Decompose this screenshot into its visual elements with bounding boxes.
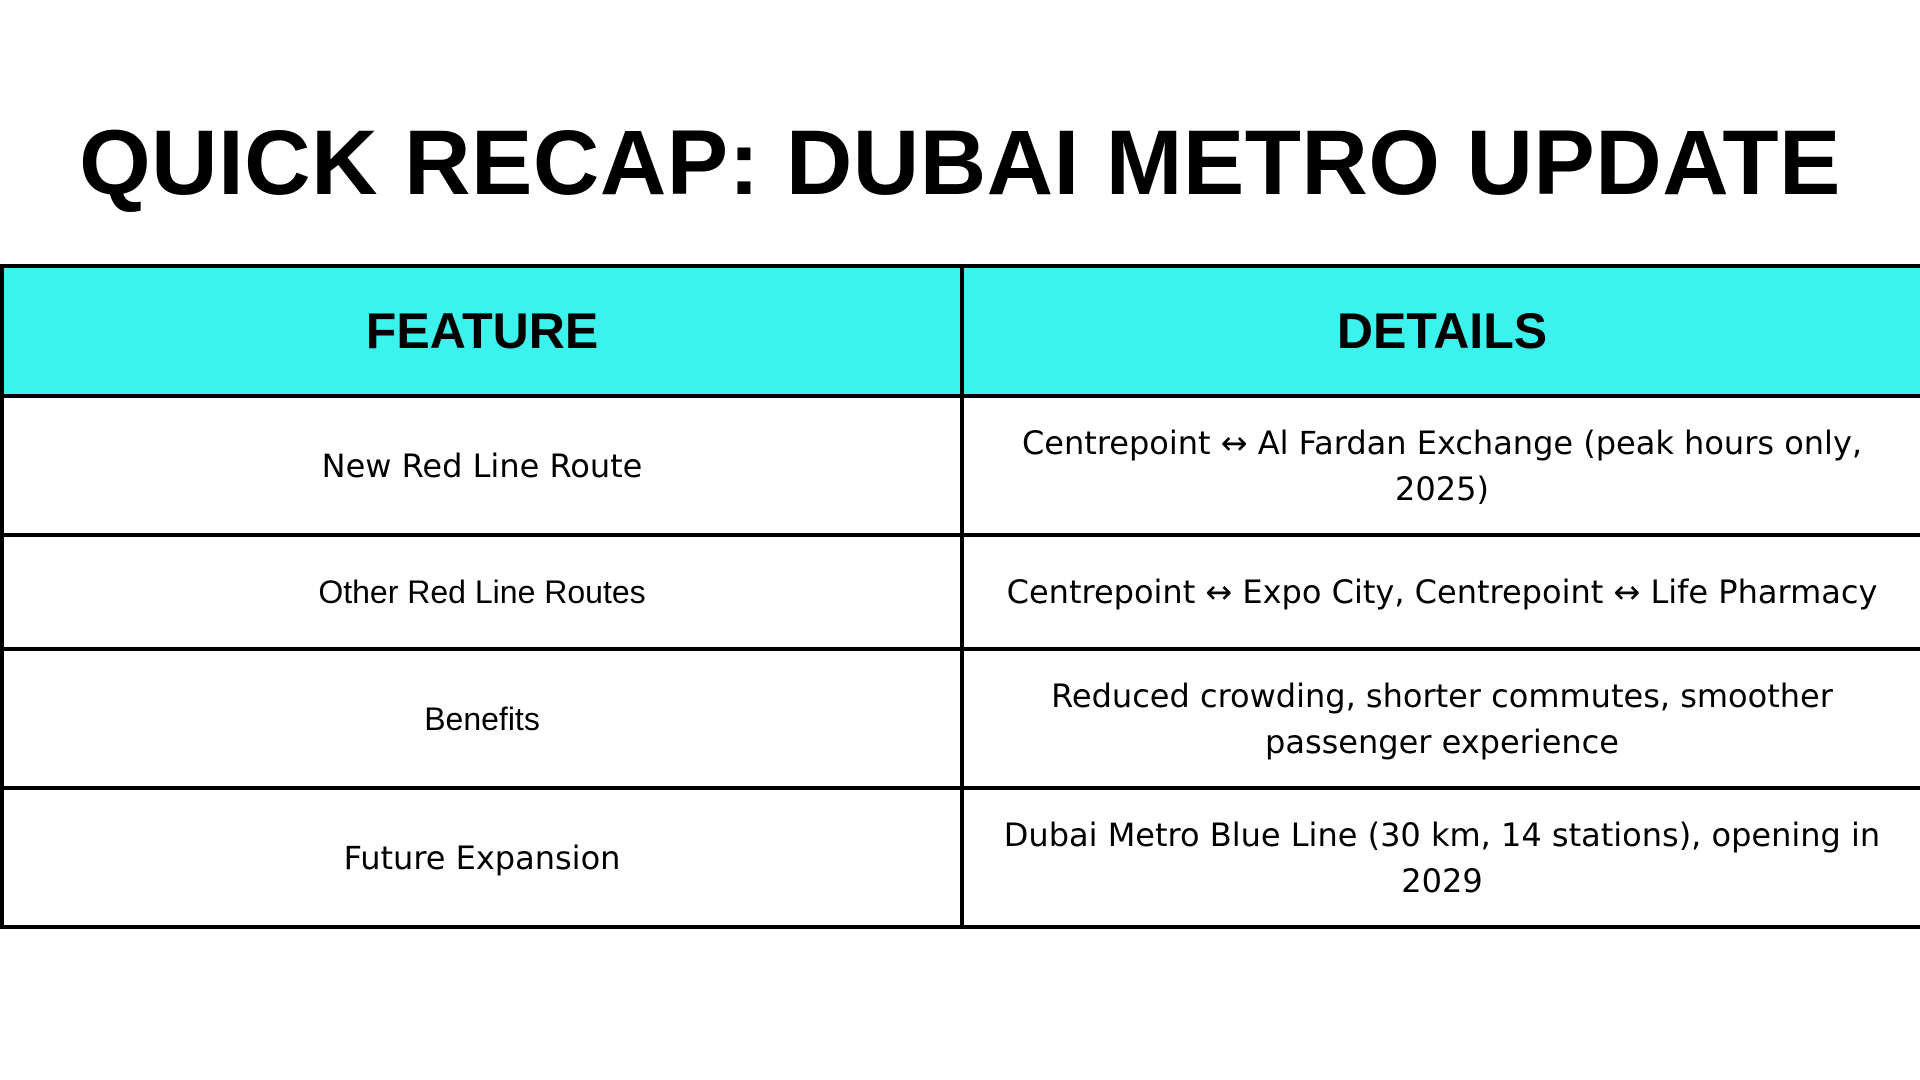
- details-cell: Reduced crowding, shorter commutes, smoother passenger experience: [962, 649, 1920, 788]
- table-header-row: [2, 266, 1920, 396]
- header-details: DETAILS: [962, 266, 1920, 396]
- table-row: [2, 396, 1920, 535]
- feature-cell: Future Expansion: [2, 788, 962, 927]
- details-cell: Centrepoint ↔ Expo City, Centrepoint ↔ Life Pharmacy: [962, 535, 1920, 649]
- details-cell: Dubai Metro Blue Line (30 km, 14 stations), opening in 2029: [962, 788, 1920, 927]
- table-row: [2, 788, 1920, 927]
- feature-cell: Benefits: [2, 649, 962, 788]
- details-cell: Centrepoint ↔ Al Fardan Exchange (peak hours only, 2025): [962, 396, 1920, 535]
- table-row: [2, 535, 1920, 649]
- feature-cell: New Red Line Route: [2, 396, 962, 535]
- table-row: [2, 649, 1920, 788]
- header-feature: FEATURE: [2, 266, 962, 396]
- page-title: QUICK RECAP: DUBAI METRO UPDATE: [79, 112, 1841, 214]
- recap-table-container: [0, 264, 1920, 929]
- recap-table: [0, 264, 1920, 929]
- feature-cell: Other Red Line Routes: [2, 535, 962, 649]
